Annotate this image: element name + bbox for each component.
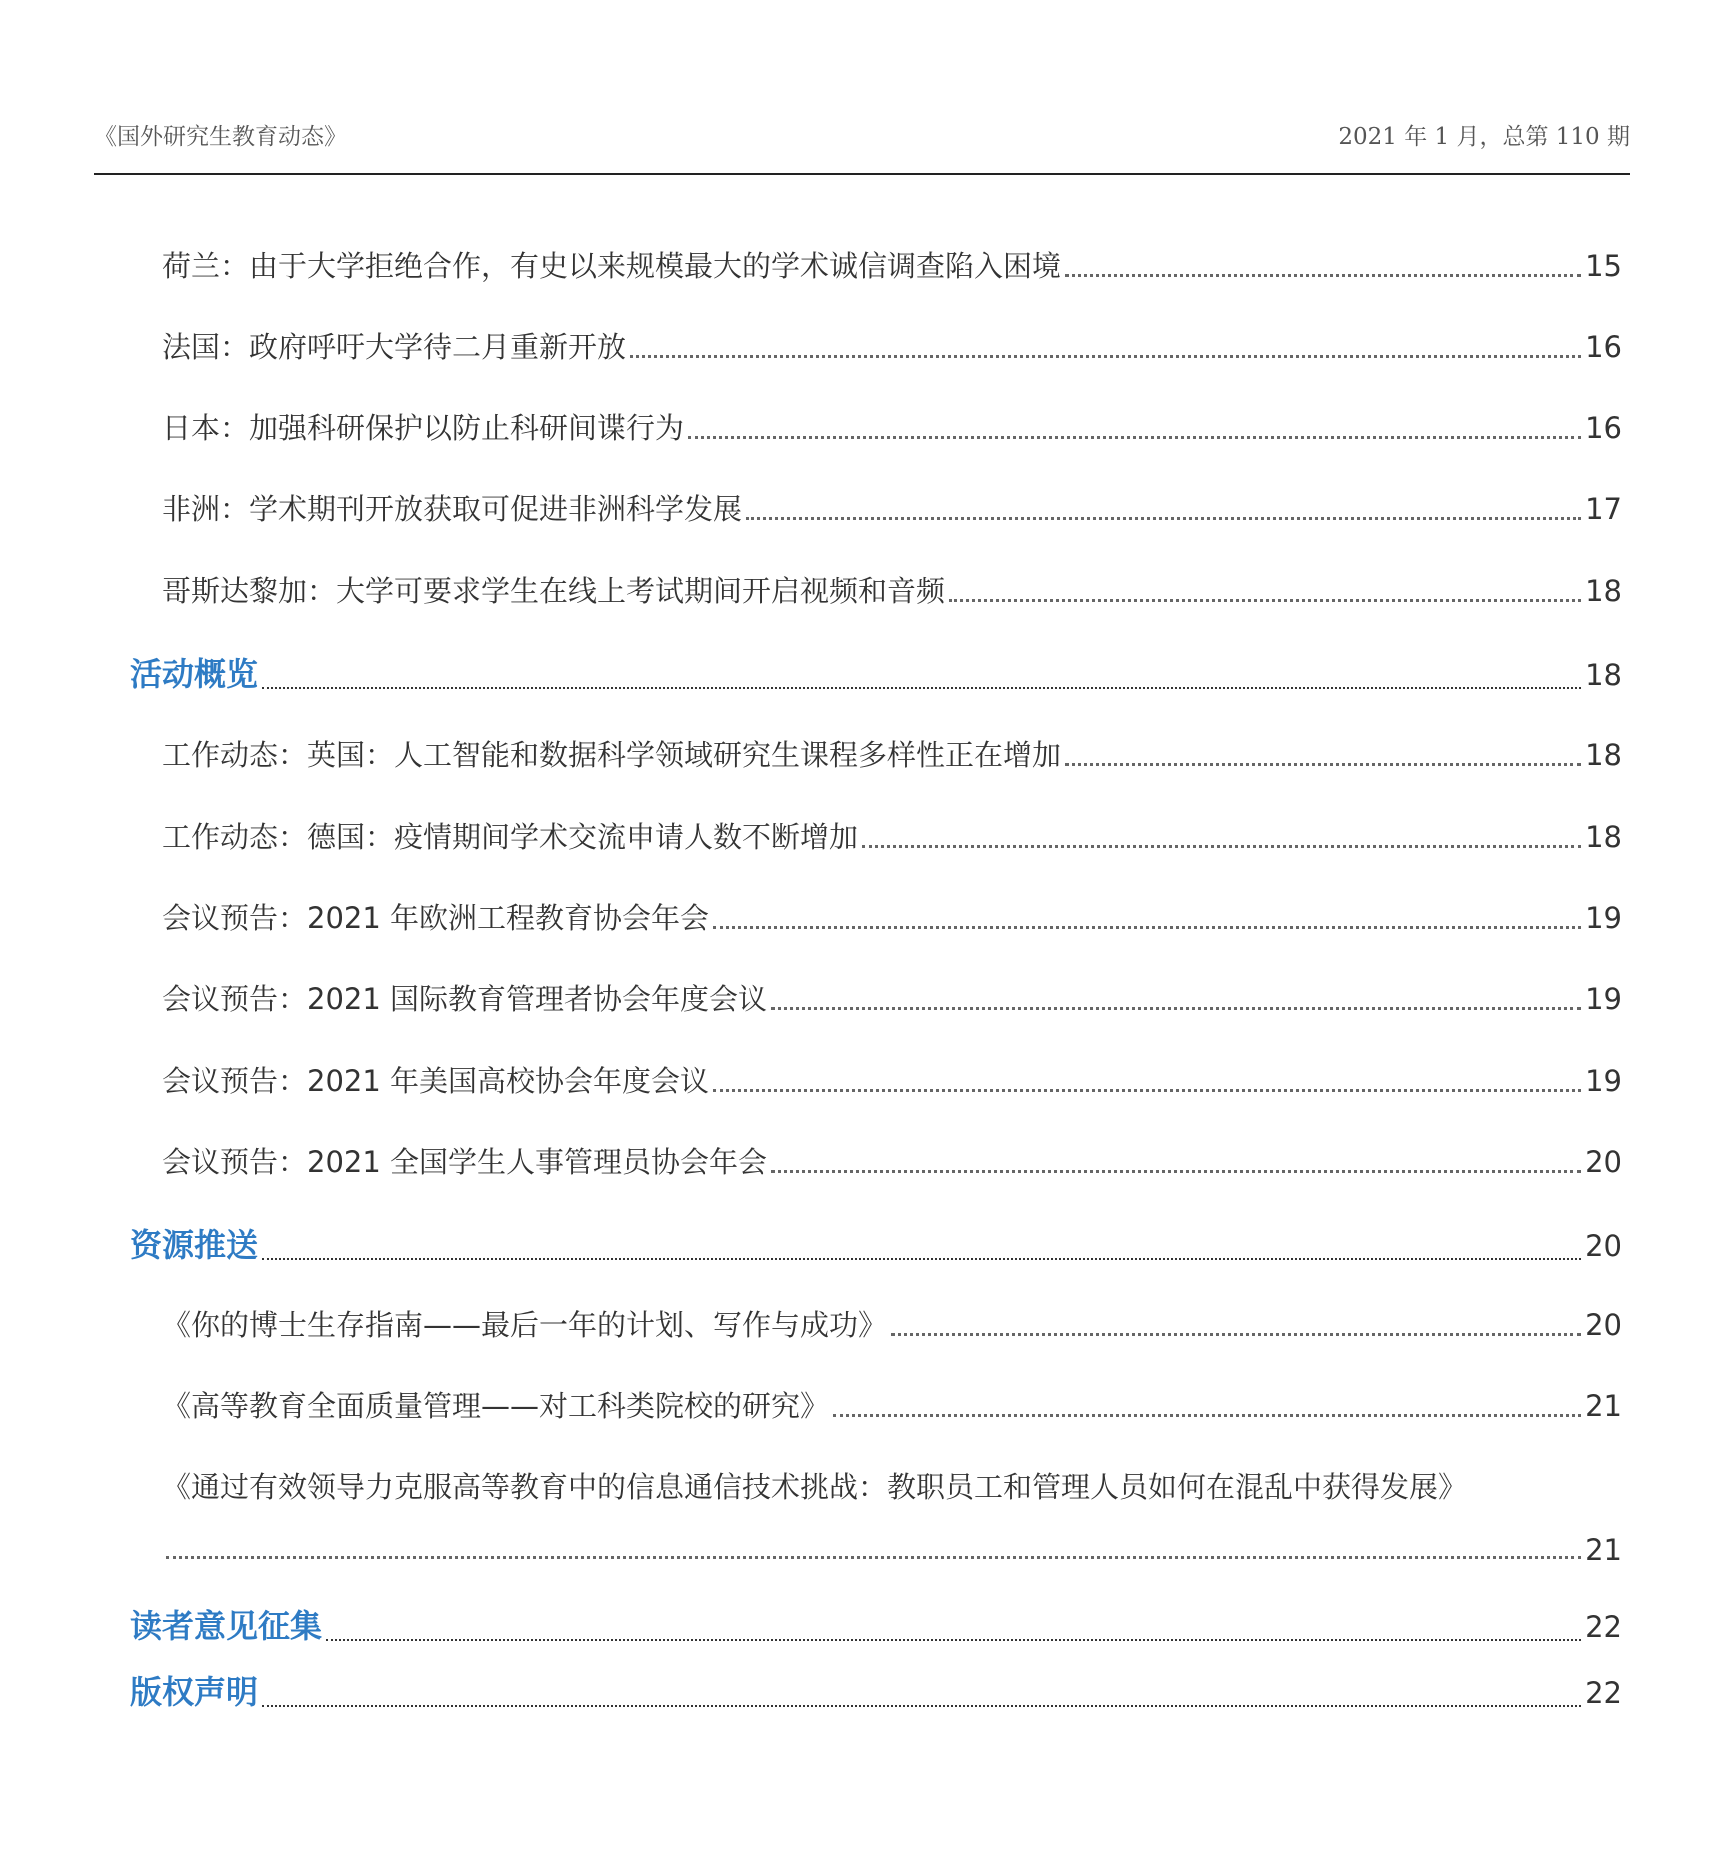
toc-entry-title: 荷兰：由于大学拒绝合作，有史以来规模最大的学术诚信调查陷入困境	[162, 249, 1062, 283]
toc-entry-page: 17	[1585, 492, 1622, 526]
toc-entry-title: 《高等教育全面质量管理——对工科类院校的研究》	[162, 1389, 830, 1423]
toc-section[interactable]	[130, 1667, 1622, 1713]
dot-leader	[746, 516, 1581, 520]
toc-entry[interactable]	[162, 1140, 1622, 1181]
journal-title: 《国外研究生教育动态》	[94, 124, 347, 150]
toc-entry[interactable]	[162, 1303, 1622, 1344]
toc-entry-page: 20	[1585, 1145, 1622, 1179]
toc-entry-continuation[interactable]	[162, 1533, 1622, 1567]
toc-entry-page: 21	[1585, 1533, 1622, 1567]
toc-entry-page: 19	[1585, 901, 1622, 935]
toc-entry-page: 21	[1585, 1389, 1622, 1423]
dot-leader	[1065, 273, 1581, 277]
dot-leader	[771, 1169, 1581, 1173]
dot-leader	[262, 1257, 1581, 1260]
toc-entry-title-wrapped[interactable]: 《通过有效领导力克服高等教育中的信息通信技术挑战：教职员工和管理人员如何在混乱中获得发展》	[162, 1470, 1468, 1504]
toc-section[interactable]	[130, 1601, 1622, 1647]
issue-info: 2021 年 1 月，总第 110 期	[1338, 124, 1630, 150]
toc-section-title: 资源推送	[130, 1226, 259, 1264]
dot-leader	[949, 598, 1581, 602]
toc-entry-title: 哥斯达黎加：大学可要求学生在线上考试期间开启视频和音频	[162, 574, 946, 608]
toc-entry-title: 会议预告：2021 年美国高校协会年度会议	[162, 1064, 710, 1098]
toc-entry[interactable]	[162, 977, 1622, 1018]
toc-entry-title: 《你的博士生存指南——最后一年的计划、写作与成功》	[162, 1308, 888, 1342]
toc-entry-title: 会议预告：2021 全国学生人事管理员协会年会	[162, 1145, 768, 1179]
toc-entry[interactable]	[162, 733, 1622, 774]
toc-entry-title: 工作动态：德国：疫情期间学术交流申请人数不断增加	[162, 820, 859, 854]
dot-leader	[833, 1413, 1581, 1417]
toc-entry-page: 16	[1585, 411, 1622, 445]
toc-section-page: 18	[1585, 658, 1622, 692]
toc-entry-title: 会议预告：2021 年欧洲工程教育协会年会	[162, 901, 710, 935]
toc-entry[interactable]	[162, 406, 1622, 447]
toc-entry[interactable]	[162, 325, 1622, 366]
toc-entry-page: 16	[1585, 330, 1622, 364]
toc-entry-title: 会议预告：2021 国际教育管理者协会年度会议	[162, 982, 768, 1016]
toc-section-title: 版权声明	[130, 1673, 259, 1711]
toc-section[interactable]	[130, 1220, 1622, 1266]
toc-entry-title: 非洲：学术期刊开放获取可促进非洲科学发展	[162, 492, 743, 526]
toc-section-page: 20	[1585, 1229, 1622, 1263]
dot-leader	[891, 1332, 1581, 1336]
dot-leader	[166, 1555, 1581, 1559]
toc-entry-page: 19	[1585, 982, 1622, 1016]
dot-leader	[862, 844, 1581, 848]
dot-leader	[771, 1006, 1581, 1010]
toc-entry[interactable]	[162, 1384, 1622, 1425]
dot-leader	[688, 435, 1581, 439]
dot-leader	[1065, 762, 1581, 766]
dot-leader	[326, 1638, 1581, 1641]
toc-section-title: 活动概览	[130, 655, 259, 693]
toc-entry-page: 15	[1585, 249, 1622, 283]
toc-entry-page: 19	[1585, 1064, 1622, 1098]
dot-leader	[713, 1088, 1581, 1092]
toc-entry[interactable]	[162, 815, 1622, 856]
dot-leader	[713, 925, 1581, 929]
toc-section-page: 22	[1585, 1676, 1622, 1710]
toc-section-page: 22	[1585, 1610, 1622, 1644]
toc-entry-page: 18	[1585, 574, 1622, 608]
toc-entry[interactable]	[162, 487, 1622, 528]
dot-leader	[630, 354, 1581, 358]
toc-entry-title: 法国：政府呼吁大学待二月重新开放	[162, 330, 627, 364]
toc-entry[interactable]	[162, 569, 1622, 610]
toc-entry[interactable]	[162, 896, 1622, 937]
toc-entry-page: 18	[1585, 820, 1622, 854]
toc-entry-page: 20	[1585, 1308, 1622, 1342]
toc-section[interactable]	[130, 649, 1622, 695]
dot-leader	[262, 1704, 1581, 1707]
toc-entry-page: 18	[1585, 738, 1622, 772]
toc-entry-title: 工作动态：英国：人工智能和数据科学领域研究生课程多样性正在增加	[162, 738, 1062, 772]
toc-entry[interactable]	[162, 244, 1622, 285]
toc-section-title: 读者意见征集	[130, 1607, 323, 1645]
toc-entry-title: 日本：加强科研保护以防止科研间谍行为	[162, 411, 685, 445]
dot-leader	[262, 686, 1581, 689]
toc-entry[interactable]	[162, 1059, 1622, 1100]
